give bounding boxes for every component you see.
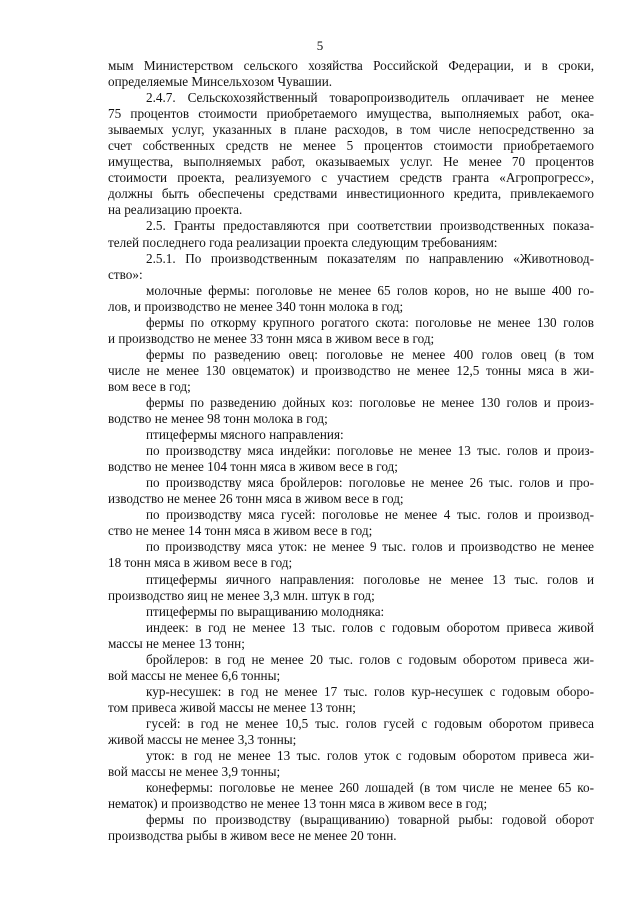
text-line: индеек: в год не менее 13 тыс. голов с годовым оборотом привеса живой xyxy=(146,619,594,635)
text-line: птицефермы яичного направления: поголовье не менее 13 тыс. голов и xyxy=(146,571,594,587)
text-line: на реализацию проекта. xyxy=(108,202,243,218)
text-line: фермы по разведению овец: поголовье не менее 400 голов овец (в том xyxy=(146,346,594,362)
paragraph xyxy=(108,58,594,90)
text-line: числе не менее 130 овцематок) и производство не менее 12,5 тонны мяса в жи- xyxy=(108,362,594,378)
paragraph xyxy=(108,748,594,780)
text-line: стоимости проекта, реализуемого с участием средств гранта «Агропрогресс», xyxy=(108,170,594,186)
paragraph xyxy=(108,812,594,844)
text-line: 2.5.1. По производственным показателям по направлению «Животновод- xyxy=(146,250,594,266)
text-line: производства рыбы в живом весе не менее 20 тонн. xyxy=(108,828,397,844)
text-line: фермы по разведению дойных коз: поголовье не менее 130 голов и произ- xyxy=(146,394,594,410)
text-line: 18 тонн мяса в живом весе в год; xyxy=(108,555,293,571)
text-line: зываемых услуг, указанных в плане расходов, в том числе непосредственно за xyxy=(108,122,594,138)
text-line: гусей: в год не менее 10,5 тыс. голов гусей с годовым оборотом привеса xyxy=(146,715,594,731)
paragraph xyxy=(108,620,594,652)
text-line: счет собственных средств не менее 5 процентов стоимости приобретаемого xyxy=(108,138,594,154)
paragraph xyxy=(108,716,594,748)
text-line: нематок) и производство не менее 13 тонн мяса в живом весе в год; xyxy=(108,796,488,812)
paragraph xyxy=(108,90,594,218)
text-line: фермы по откорму крупного рогатого скота: поголовье не менее 130 голов xyxy=(146,314,594,330)
text-line: уток: в год не менее 13 тыс. голов уток с годовым оборотом привеса жи- xyxy=(146,748,594,764)
text-line: том привеса живой массы не менее 13 тонн; xyxy=(108,699,356,715)
paragraph xyxy=(108,684,594,716)
text-line: молочные фермы: поголовье не менее 65 голов коров, но не выше 400 го- xyxy=(146,282,594,298)
paragraph xyxy=(108,507,594,539)
paragraph xyxy=(108,427,594,443)
text-line: 75 процентов стоимости приобретаемого имущества, выполняемых работ, ока- xyxy=(108,106,594,122)
text-line: бройлеров: в год не менее 20 тыс. голов с годовым оборотом привеса жи- xyxy=(146,651,594,667)
paragraph xyxy=(108,572,594,604)
text-line: имущества, выполняемых работ, оказываемых услуг. Не менее 70 процентов xyxy=(108,154,594,170)
text-line: телей последнего года реализации проекта следующим требованиям: xyxy=(108,234,498,250)
text-line: определяемые Минсельхозом Чувашии. xyxy=(108,74,333,90)
text-line: массы не менее 13 тонн; xyxy=(108,635,245,651)
text-line: ство не менее 14 тонн мяса в живом весе в год; xyxy=(108,523,373,539)
paragraph xyxy=(108,652,594,684)
text-line: живой массы не менее 3,3 тонны; xyxy=(108,731,297,747)
paragraph xyxy=(108,395,594,427)
paragraph xyxy=(108,218,594,250)
paragraph xyxy=(108,604,594,620)
text-line: водство не менее 104 тонн мяса в живом весе в год; xyxy=(108,459,398,475)
text-line: ство»: xyxy=(108,266,143,282)
text-line: по производству мяса уток: не менее 9 тыс. голов и производство не менее xyxy=(146,539,594,555)
text-line: должны быть обеспечены средствами инвестиционного кредита, привлекаемого xyxy=(108,186,594,202)
text-line: и производство не менее 33 тонн мяса в живом весе в год; xyxy=(108,330,435,346)
paragraph xyxy=(108,780,594,812)
text-line: по производству мяса гусей: поголовье не менее 4 тыс. голов и производ- xyxy=(146,507,594,523)
text-line: конефермы: поголовье не менее 260 лошадей (в том числе не менее 65 ко- xyxy=(146,780,594,796)
page-number: 5 xyxy=(316,38,324,53)
text-line: фермы по производству (выращиванию) товарной рыбы: годовой оборот xyxy=(146,812,594,828)
text-line: 2.4.7. Сельскохозяйственный товаропроизводитель оплачивает не менее xyxy=(146,90,594,106)
paragraph xyxy=(108,347,594,395)
text-line: производство яиц не менее 3,3 млн. штук в год; xyxy=(108,587,375,603)
document-body xyxy=(108,58,594,844)
paragraph xyxy=(108,443,594,475)
paragraph xyxy=(108,251,594,283)
text-line: вой массы не менее 3,9 тонны; xyxy=(108,764,281,780)
text-line: по производству мяса бройлеров: поголовье не менее 26 тыс. голов и про- xyxy=(146,475,594,491)
text-line: кур-несушек: в год не менее 17 тыс. голов кур-несушек с годовым оборо- xyxy=(146,683,594,699)
text-line: мым Министерством сельского хозяйства Российской Федерации, и в сроки, xyxy=(108,58,594,73)
paragraph xyxy=(108,315,594,347)
paragraph xyxy=(108,475,594,507)
paragraph xyxy=(108,283,594,315)
text-line: по производству мяса индейки: поголовье не менее 13 тыс. голов и произ- xyxy=(146,443,594,459)
paragraph xyxy=(108,539,594,571)
text-line: изводство не менее 26 тонн мяса в живом весе в год; xyxy=(108,491,404,507)
text-line: вой массы не менее 6,6 тонны; xyxy=(108,667,281,683)
text-line: водство не менее 98 тонн молока в год; xyxy=(108,411,328,427)
text-line: 2.5. Гранты предоставляются при соответствии производственных показа- xyxy=(146,218,594,234)
text-line: птицефермы по выращиванию молодняка: xyxy=(146,603,385,619)
text-line: птицефермы мясного направления: xyxy=(146,427,344,443)
text-line: вом весе в год; xyxy=(108,378,191,394)
text-line: лов, и производство не менее 340 тонн молока в год; xyxy=(108,298,404,314)
